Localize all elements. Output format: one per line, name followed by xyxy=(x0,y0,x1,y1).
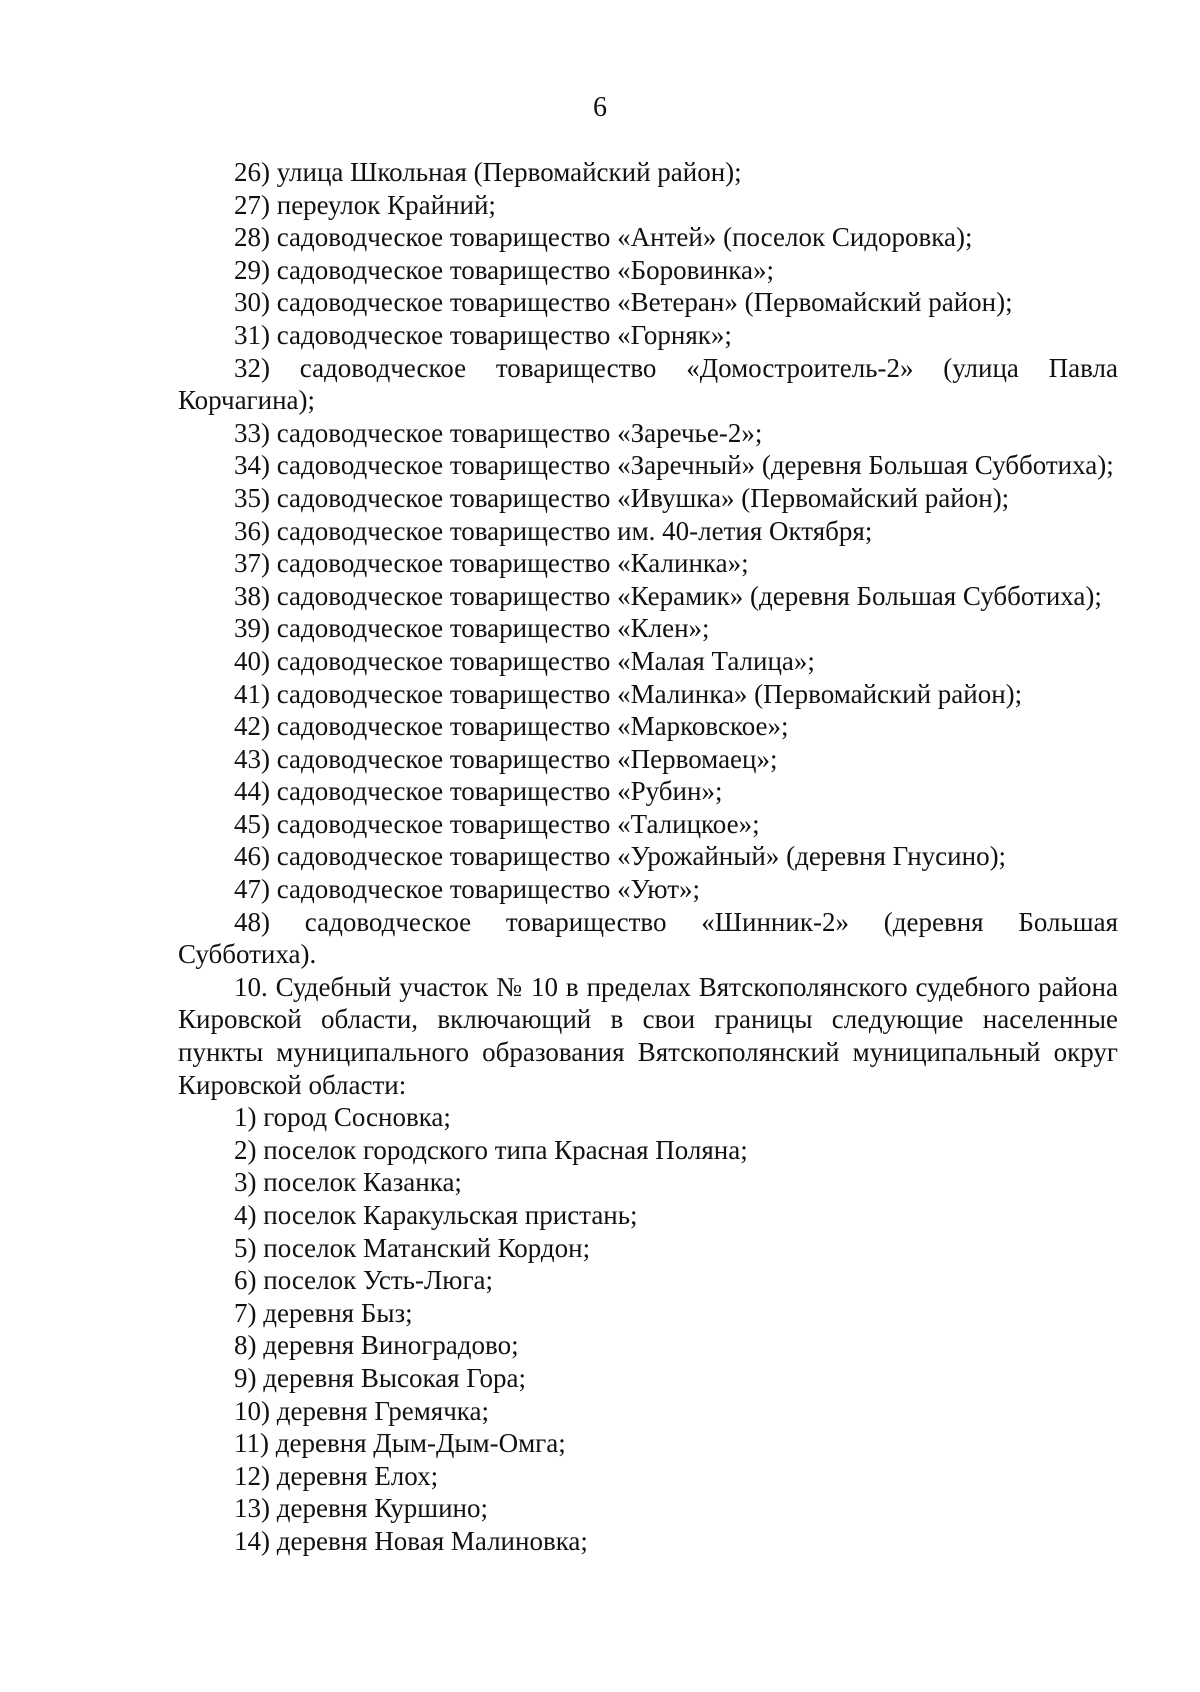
list-item: 8) деревня Виноградово; xyxy=(234,1330,519,1361)
list-item: 3) поселок Казанка; xyxy=(234,1167,462,1198)
list-item: 46) садоводческое товарищество «Урожайный» (деревня Гнусино); xyxy=(234,841,1007,872)
list-item: 38) садоводческое товарищество «Керамик» (деревня Большая Субботиха); xyxy=(234,580,1102,611)
list-item: 7) деревня Быз; xyxy=(234,1297,413,1328)
list-item: 27) переулок Крайний; xyxy=(234,189,496,220)
list-item: 29) садоводческое товарищество «Боровинка»; xyxy=(234,254,774,285)
list-item: 26) улица Школьная (Первомайский район); xyxy=(234,157,742,187)
list-item: 6) поселок Усть-Люга; xyxy=(234,1265,494,1296)
section-10-paragraph: 10. Судебный участок № 10 в пределах Вятскополянского судебного района Кировской области, включающий в свои границы следующие населенные пункты муниципального образования Вятскополянский муниципальный округ Кировской области: xyxy=(178,971,1118,1100)
list-item: 9) деревня Высокая Гора; xyxy=(234,1362,527,1393)
list-item: 33) садоводческое товарищество «Заречье-2»; xyxy=(234,417,763,448)
list-item: 34) садоводческое товарищество «Заречный» (деревня Большая Субботиха); xyxy=(234,450,1114,481)
list-item: 47) садоводческое товарищество «Уют»; xyxy=(234,874,701,905)
list-item: 12) деревня Елох; xyxy=(234,1460,439,1491)
list-item: 42) садоводческое товарищество «Марковское»; xyxy=(234,711,789,742)
list-item: 35) садоводческое товарищество «Ивушка» (Первомайский район); xyxy=(234,482,1010,513)
list-item: 41) садоводческое товарищество «Малинка» (Первомайский район); xyxy=(234,678,1023,709)
list-item: 11) деревня Дым-Дым-Омга; xyxy=(234,1428,566,1459)
list-item: 39) садоводческое товарищество «Клен»; xyxy=(234,613,710,644)
list-item: 13) деревня Куршино; xyxy=(234,1493,488,1524)
list-item: 40) садоводческое товарищество «Малая Талица»; xyxy=(234,645,815,676)
list-item: 4) поселок Каракульская пристань; xyxy=(234,1200,638,1230)
list-continuation xyxy=(178,156,1118,971)
list-item: 14) деревня Новая Малиновка; xyxy=(234,1525,588,1556)
list-item: 44) садоводческое товарищество «Рубин»; xyxy=(234,776,723,807)
list-item: 1) город Сосновка; xyxy=(234,1102,451,1133)
list-item: 48) садоводческое товарищество «Шинник-2» (деревня Большая Субботиха). xyxy=(178,906,1118,970)
list-item: 43) садоводческое товарищество «Первомаец»; xyxy=(234,743,778,774)
list-item: 31) садоводческое товарищество «Горняк»; xyxy=(234,319,732,350)
settlements-list xyxy=(178,1101,1118,1557)
list-item: 5) поселок Матанский Кордон; xyxy=(234,1232,591,1263)
page-number: 6 xyxy=(593,92,607,123)
list-item: 45) садоводческое товарищество «Талицкое»; xyxy=(234,808,760,839)
document-body xyxy=(178,156,1118,1558)
list-item: 10) деревня Гремячка; xyxy=(234,1395,489,1426)
list-item: 36) садоводческое товарищество им. 40-летия Октября; xyxy=(234,515,873,546)
list-item: 28) садоводческое товарищество «Антей» (поселок Сидоровка); xyxy=(234,222,973,253)
list-item: 30) садоводческое товарищество «Ветеран» (Первомайский район); xyxy=(234,287,1013,318)
list-item: 32) садоводческое товарищество «Домостроитель-2» (улица Павла Корчагина); xyxy=(178,352,1118,416)
list-item: 2) поселок городского типа Красная Поляна; xyxy=(234,1134,748,1165)
list-item: 37) садоводческое товарищество «Калинка»; xyxy=(234,548,749,579)
